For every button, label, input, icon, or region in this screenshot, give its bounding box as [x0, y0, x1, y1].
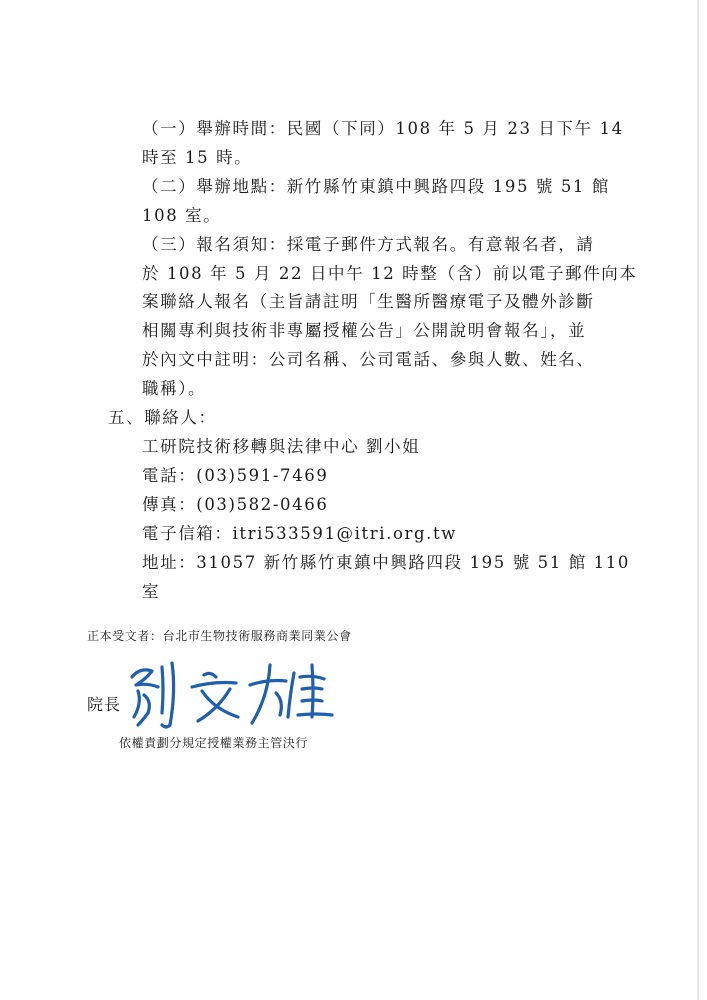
item2-line2: 108 室。 — [142, 206, 222, 225]
item2-line1: （二）舉辦地點：新竹縣竹東鎮中興路四段 195 號 51 館 — [142, 177, 610, 196]
page-edge — [697, 0, 699, 1000]
contact-fax: 傳真：(03)582-0466 — [142, 495, 329, 514]
director-title: 院長 — [87, 695, 122, 714]
delegation-note: 依權責劃分規定授權業務主管決行 — [119, 736, 309, 750]
item3-line1: （三）報名須知：採電子郵件方式報名。有意報名者，請 — [142, 235, 595, 254]
contact-address-line1: 地址：31057 新竹縣竹東鎮中興路四段 195 號 51 館 110 — [142, 553, 630, 572]
item3-line5: 於內文中註明：公司名稱、公司電話、參與人數、姓名、 — [142, 350, 595, 369]
recipient-line: 正本受文者：台北市生物技術服務商業同業公會 — [87, 629, 352, 643]
item3-line2: 於 108 年 5 月 22 日中午 12 時整（含）前以電子郵件向本 — [142, 264, 638, 283]
contact-name: 工研院技術移轉與法律中心 劉小姐 — [142, 437, 421, 456]
item1-line2: 時至 15 時。 — [142, 148, 253, 167]
contact-email: 電子信箱：itri533591@itri.org.tw — [142, 524, 457, 543]
item3-line3: 案聯絡人報名（主旨請註明「生醫所醫療電子及體外診斷 — [142, 292, 595, 311]
item3-line4: 相關專利與技術非專屬授權公告」公開說明會報名」，並 — [142, 321, 587, 340]
handwritten-signature — [118, 655, 340, 735]
contact-heading: 五、聯絡人： — [108, 408, 217, 427]
contact-address-line2: 室 — [142, 582, 161, 601]
item1-line1: （一）舉辦時間：民國（下同）108 年 5 月 23 日下午 14 — [142, 119, 624, 138]
contact-phone: 電話：(03)591-7469 — [142, 466, 329, 485]
item3-line6: 職稱）。 — [142, 379, 207, 398]
